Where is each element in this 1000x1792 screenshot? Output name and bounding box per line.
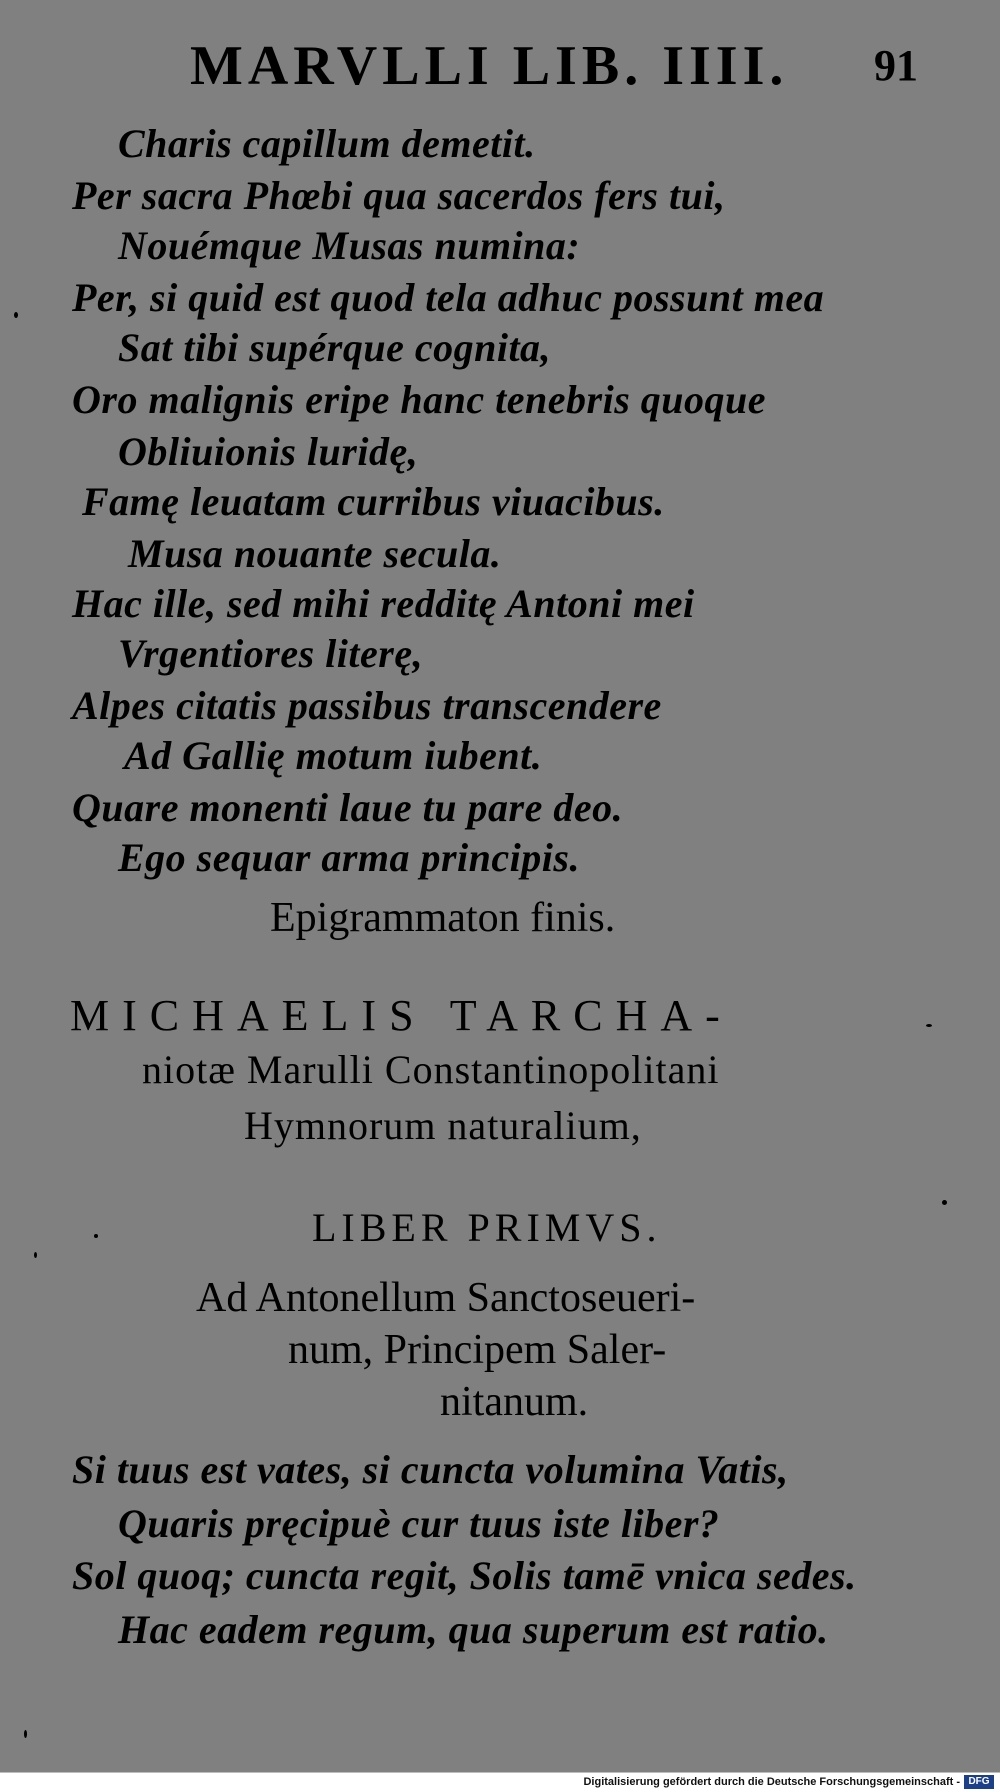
scan-speck: [14, 312, 18, 318]
scan-speck: [24, 1730, 27, 1738]
epigram-line: Hac ille, sed mihi redditę Antoni mei: [72, 581, 695, 626]
epigram-line: Ego sequar arma principis.: [118, 835, 580, 880]
epigram-line: Famę leuatam curribus viuacibus.: [82, 479, 665, 524]
hymn-line: Sol quoq; cuncta regit, Solis tamē vnica sedes.: [72, 1553, 857, 1598]
epigram-line: Musa nouante secula.: [128, 531, 502, 576]
epigram-line: Ad Gallię motum iubent.: [124, 733, 543, 778]
dedication-line: Ad Antonellum Sanctoseueri-: [196, 1275, 696, 1321]
epigram-end: Epigrammaton finis.: [270, 895, 616, 941]
epigram-line: Alpes citatis passibus transcendere: [72, 683, 662, 728]
epigram-line: Vrgentiores literę,: [118, 631, 424, 676]
footer-credit: Digitalisierung gefördert durch die Deutsche Forschungsgemeinschaft -: [583, 1776, 960, 1788]
section-title: MICHAELIS TARCHA-: [70, 991, 733, 1040]
dedication-line: num, Principem Saler-: [288, 1327, 667, 1373]
book-heading: LIBER PRIMVS.: [312, 1205, 662, 1250]
epigram-line: Nouémque Musas numina:: [118, 223, 581, 268]
running-title: MARVLLI LIB. IIII.: [190, 35, 789, 97]
epigram-line: Obliuionis luridę,: [118, 429, 419, 474]
epigram-line: Oro malignis eripe hanc tenebris quoque: [72, 377, 767, 422]
hymn-line: Hac eadem regum, qua superum est ratio.: [118, 1607, 829, 1652]
epigram-line: Per, si quid est quod tela adhuc possunt mea: [72, 275, 825, 320]
running-head: [0, 34, 1000, 104]
hymn-line: Quaris pręcipuè cur tuus iste liber?: [118, 1501, 720, 1546]
epigram-line: Sat tibi supérque cognita,: [118, 325, 552, 370]
scan-speck: [94, 1234, 98, 1238]
footer-bar: [0, 1772, 1000, 1792]
epigram-line: Charis capillum demetit.: [118, 121, 536, 166]
hymn-line: Si tuus est vates, si cuncta volumina Vatis,: [72, 1447, 789, 1492]
dfg-logo: DFG: [964, 1775, 994, 1789]
epigram-line: Per sacra Phœbi qua sacerdos fers tui,: [72, 173, 726, 218]
page-number: 91: [874, 41, 918, 90]
dedication-line: nitanum.: [440, 1379, 589, 1425]
epigram-line: Quare monenti laue tu pare deo.: [72, 785, 624, 830]
scan-speck: [34, 1252, 37, 1258]
section-subtitle: Hymnorum naturalium,: [244, 1103, 642, 1148]
section-subtitle: niotæ Marulli Constantinopolitani: [142, 1047, 720, 1092]
scan-speck: [942, 1200, 947, 1205]
scan-speck: [926, 1024, 932, 1027]
